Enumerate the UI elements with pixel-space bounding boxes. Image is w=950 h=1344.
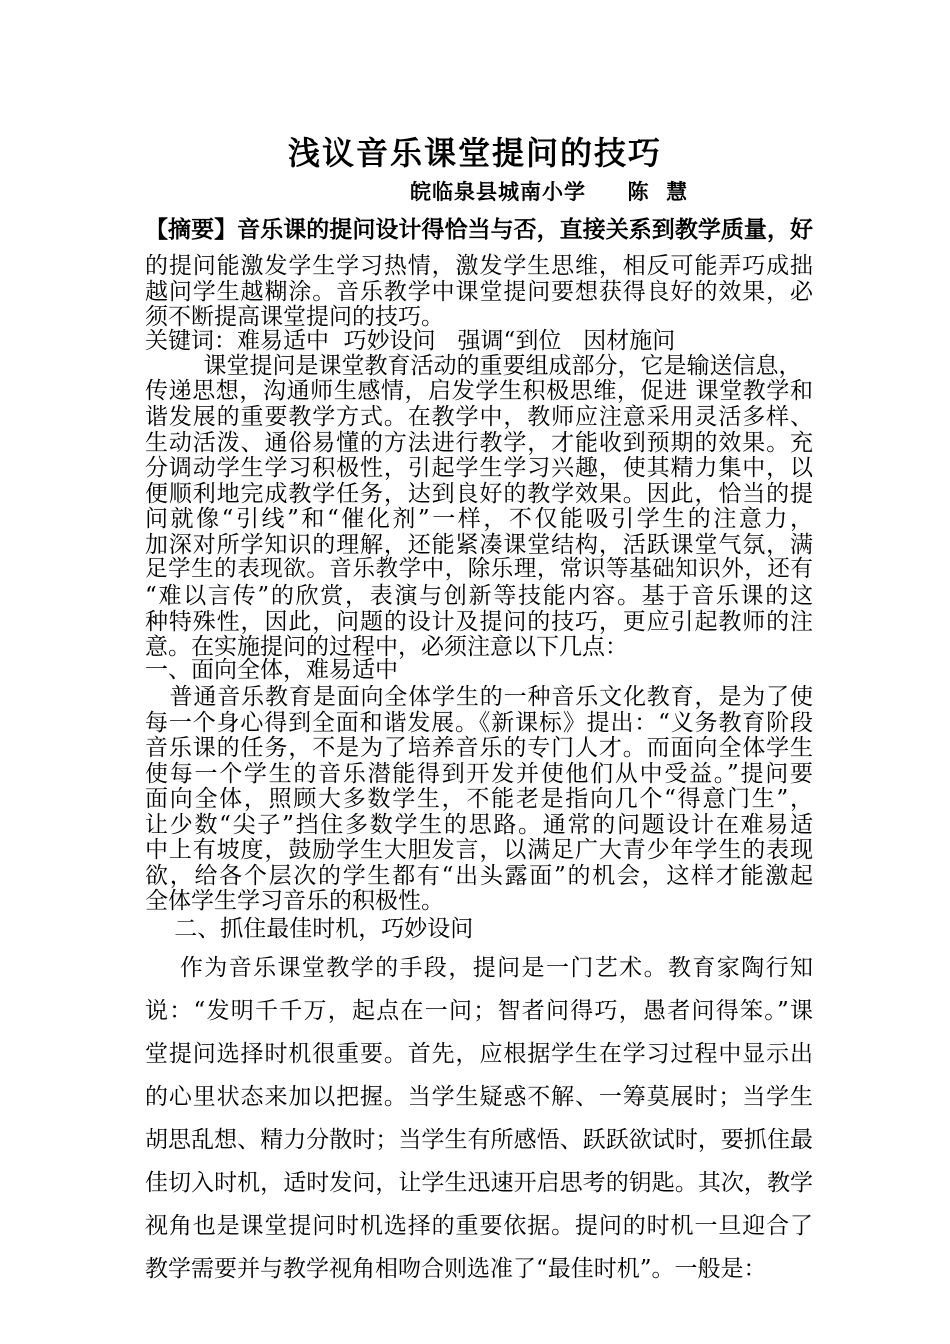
intro-line: 分调动学生学习积极性，引起学生学习兴趣，使其精力集中，以 [145, 455, 813, 481]
section1-line: 使每一个学生的音乐潜能得到开发并使他们从中受益。”提问要 [145, 761, 813, 787]
section2-line: 堂提问选择时机很重要。首先，应根据学生在学习过程中显示出 [145, 1041, 813, 1067]
intro-line: 谐发展的重要教学方式。在教学中，教师应注意采用灵活多样、 [145, 404, 813, 430]
section2-line: 作为音乐课堂教学的手段，提问是一门艺术。教育家陶行知 [145, 955, 813, 981]
section2-line: 说：“发明千千万，起点在一问；智者问得巧，愚者问得笨。”课 [145, 998, 813, 1024]
section2-line: 胡思乱想、精力分散时；当学生有所感悟、跃跃欲试时，要抓住最 [145, 1127, 813, 1153]
abstract-line: 【摘要】音乐课的提问设计得恰当与否，直接关系到教学质量，好 [145, 216, 813, 243]
document-title: 浅议音乐课堂提问的技巧 [287, 134, 662, 172]
section1-line: 每一个身心得到全面和谐发展。《新课标》提出：“义务教育阶段 [145, 710, 813, 736]
section-heading: 一、面向全体，难易适中 [145, 657, 398, 683]
author-line: 皖临泉县城南小学 陈 慧 [410, 179, 689, 204]
intro-line: 生动活泼、通俗易懂的方法进行教学，才能收到预期的效果。充 [145, 430, 813, 456]
section1-line: 中上有坡度，鼓励学生大胆发言，以满足广大青少年学生的表现 [145, 837, 813, 863]
intro-line: 问就像“引线”和“催化剂”一样，不仅能吸引学生的注意力， [145, 506, 813, 532]
intro-line: 意。在实施提问的过程中，必须注意以下几点： [145, 634, 628, 660]
abstract-line: 的提问能激发学生学习热情，激发学生思维，相反可能弄巧成拙 [145, 253, 813, 279]
section1-line: 全体学生学习音乐的积极性。 [145, 888, 444, 914]
section1-line: 音乐课的任务，不是为了培养音乐的专门人才。而面向全体学生 [145, 735, 813, 761]
intro-line: 传递思想，沟通师生感情，启发学生积极思维，促进 课堂教学和 [145, 378, 813, 404]
section1-line: 普通音乐教育是面向全体学生的一种音乐文化教育，是为了使 [145, 684, 813, 710]
section2-line: 教学需要并与教学视角相吻合则选准了“最佳时机”。一般是： [145, 1256, 767, 1282]
intro-line: 足学生的表现欲。音乐教学中，除乐理，常识等基础知识外，还有 [145, 556, 813, 582]
section1-line: 让少数“尖子”挡住多数学生的思路。通常的问题设计在难易适 [145, 812, 813, 838]
intro-line: 种特殊性，因此，问题的设计及提问的技巧，更应引起教师的注 [145, 609, 813, 635]
section1-line: 欲，给各个层次的学生都有“出头露面”的机会，这样才能激起 [145, 863, 813, 889]
section1-line: 面向全体，照顾大多数学生，不能老是指向几个“得意门生”， [145, 786, 813, 812]
intro-line: “难以言传”的欣赏，表演与创新等技能内容。基于音乐课的这 [145, 583, 813, 609]
keywords-line: 关键词：难易适中 巧妙设问 强调“到位 因材施问 [145, 328, 676, 354]
intro-line: 课堂提问是课堂教育活动的重要组成部分，它是输送信息， [145, 353, 802, 379]
section2-line: 视角也是课堂提问时机选择的重要依据。提问的时机一旦迎合了 [145, 1213, 813, 1239]
section-heading: 二、抓住最佳时机，巧妙设问 [145, 916, 474, 942]
intro-line: 便顺利地完成教学任务，达到良好的教学效果。因此，恰当的提 [145, 481, 813, 507]
section2-line: 佳切入时机，适时发问，让学生迅速开启思考的钥匙。其次，教学 [145, 1170, 813, 1196]
intro-line: 加深对所学知识的理解，还能紧凑课堂结构，活跃课堂气氛，满 [145, 532, 813, 558]
abstract-line: 须不断提高课堂提问的技巧。 [145, 304, 444, 330]
section2-line: 的心里状态来加以把握。当学生疑惑不解、一筹莫展时；当学生 [145, 1084, 813, 1110]
abstract-line: 越问学生越糊涂。音乐教学中课堂提问要想获得良好的效果，必 [145, 279, 813, 305]
